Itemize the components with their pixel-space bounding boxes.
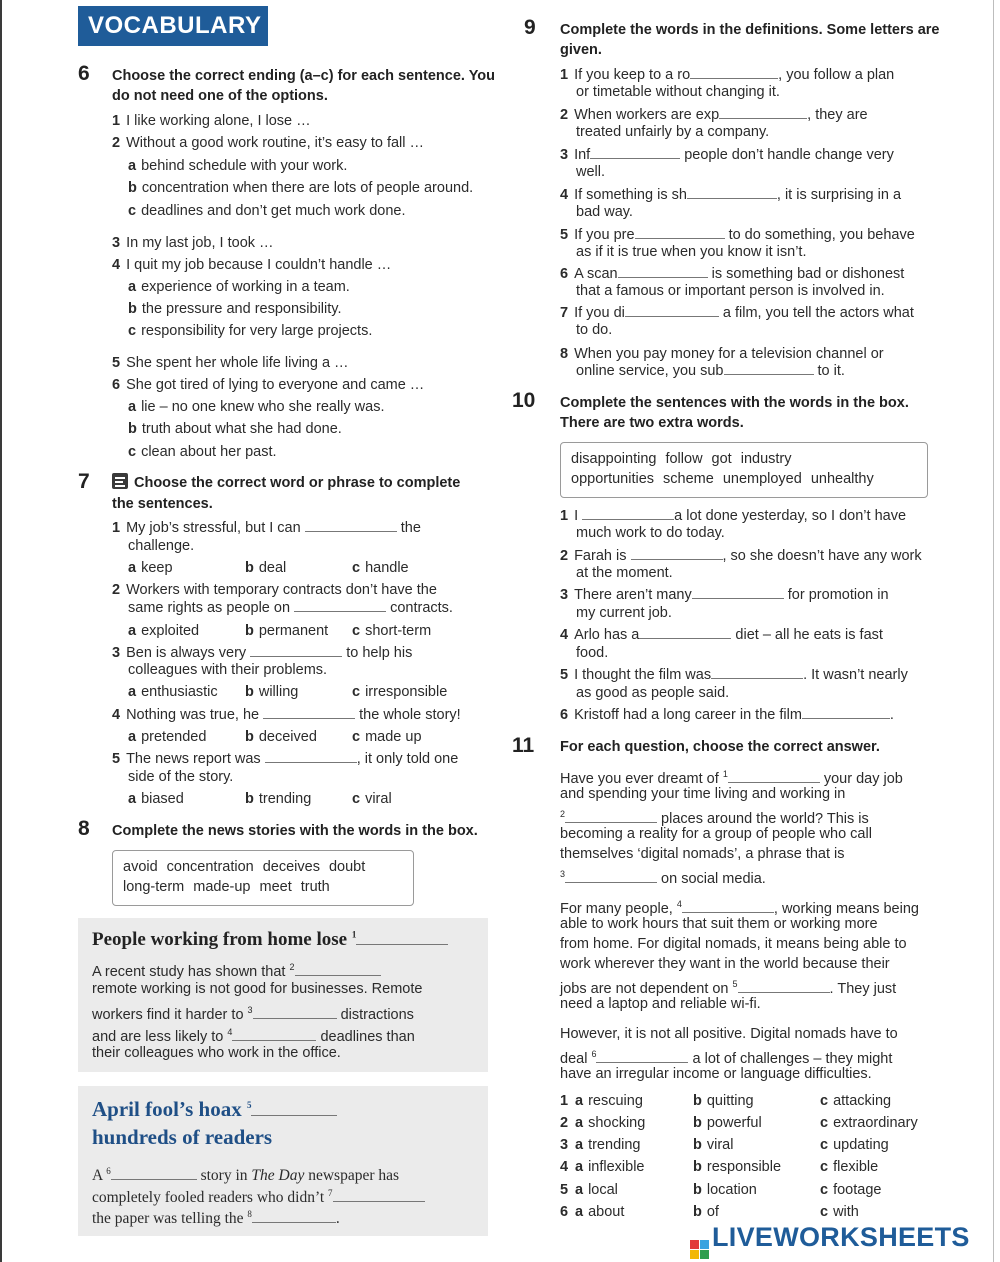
question-item: at the moment. [576, 565, 673, 581]
option-item[interactable]: b willing [245, 684, 299, 700]
option-item[interactable]: a inflexible [575, 1159, 645, 1175]
question-item: bad way. [576, 204, 633, 220]
question-item: side of the story. [128, 769, 234, 785]
story-line: workers find it harder to $^3$ distractions [92, 1005, 414, 1023]
story-line: A $^6$ story in The Day newspaper has [92, 1166, 400, 1185]
question-item: same rights as people on contracts. [128, 600, 453, 616]
answer-blank[interactable] [596, 1050, 688, 1063]
option-item[interactable]: a trending [575, 1137, 641, 1153]
passage-line: have an irregular income or language difficulties. [560, 1066, 872, 1082]
passage-line: themselves ‘digital nomads’, a phrase that is [560, 846, 845, 862]
option-item[interactable]: b concentration when there are lots of people around. [128, 180, 474, 196]
answer-blank[interactable] [618, 265, 708, 278]
option-item[interactable]: a exploited [128, 623, 200, 639]
question-item: 5 I thought the film was . It wasn’t nearly [560, 667, 908, 683]
question-item: 7 If you di a film, you tell the actors what [560, 305, 914, 321]
question-item: online service, you sub to it. [576, 363, 845, 379]
logo-square-blue [700, 1240, 709, 1249]
news-story-title: People working from home lose $^1$ [92, 929, 448, 951]
option-item[interactable]: c responsibility for very large projects. [128, 323, 373, 339]
passage-line: from home. For digital nomads, it means being able to [560, 936, 907, 952]
answer-blank[interactable] [692, 586, 784, 599]
question-item: 5 If you pre to do something, you behave [560, 227, 915, 243]
answer-blank[interactable] [305, 519, 397, 532]
answer-blank[interactable] [719, 106, 807, 119]
question-item: as if it is true when you know it isn’t. [576, 244, 807, 260]
liveworksheets-logo[interactable] [690, 1222, 970, 1259]
answer-blank[interactable] [631, 547, 723, 560]
question-item: 3 Ben is always very to help his [112, 645, 413, 661]
question-item: 1 I a lot done yesterday, so I don’t have [560, 508, 907, 524]
answer-row-number: 4 [560, 1159, 569, 1175]
answer-blank[interactable] [728, 770, 820, 783]
option-item[interactable]: b viral [693, 1137, 734, 1153]
option-item[interactable]: a pretended [128, 729, 207, 745]
question-item: colleagues with their problems. [128, 662, 328, 678]
option-item[interactable]: a shocking [575, 1115, 646, 1131]
question-item: 6 She got tired of lying to everyone and came … [112, 377, 425, 393]
question-item: 1 I like working alone, I lose … [112, 113, 311, 129]
word-box: disappointing follow got industry opportunities scheme unemployed unhealthy [560, 442, 928, 498]
answer-blank[interactable] [111, 1167, 197, 1180]
option-item[interactable]: a lie – no one knew who she really was. [128, 399, 385, 415]
question-item: 5 The news report was , it only told one [112, 751, 459, 767]
exercise-instruction: For each question, choose the correct answer. [560, 739, 880, 755]
answer-blank[interactable] [802, 706, 890, 719]
question-item: treated unfairly by a company. [576, 124, 770, 140]
option-item[interactable]: c handle [352, 560, 409, 576]
exercise-number: 10 [512, 389, 536, 412]
page-edge [0, 0, 2, 1262]
option-item[interactable]: b quitting [693, 1093, 754, 1109]
logo-mark-icon [690, 1240, 709, 1259]
logo-square-red [690, 1240, 699, 1249]
passage-line: need a laptop and reliable wi-fi. [560, 996, 761, 1012]
question-item: 2 Without a good work routine, it’s easy to fall … [112, 135, 425, 151]
question-item: 3 Inf people don’t handle change very [560, 147, 894, 163]
option-item[interactable]: b powerful [693, 1115, 762, 1131]
passage-line: For many people, $^4$ , working means being [560, 899, 919, 917]
question-item: 4 If something is sh , it is surprising in a [560, 187, 902, 203]
question-item: 2 Farah is , so she doesn’t have any work [560, 548, 922, 564]
option-item[interactable]: c viral [352, 791, 392, 807]
story-line: and are less likely to $^4$ deadlines than [92, 1027, 415, 1045]
answer-blank[interactable] [682, 900, 774, 913]
option-item[interactable]: b trending [245, 791, 312, 807]
answer-blank[interactable] [738, 980, 830, 993]
answer-blank[interactable] [295, 963, 381, 976]
answer-blank[interactable] [265, 750, 357, 763]
question-item: to do. [576, 322, 613, 338]
audio-script-icon [112, 473, 128, 489]
question-item: 2 When workers are exp , they are [560, 107, 868, 123]
option-item[interactable]: c short-term [352, 623, 432, 639]
answer-blank[interactable] [252, 1210, 336, 1223]
answer-blank[interactable] [724, 362, 814, 375]
passage-line: jobs are not dependent on $^5$ . They just [560, 979, 897, 997]
exercise-instruction: Complete the words in the definitions. Some letters are given. [560, 22, 940, 58]
question-item: 3 In my last job, I took … [112, 235, 274, 251]
question-item: 6 A scan is something bad or dishonest [560, 266, 905, 282]
question-item: 8 When you pay money for a television channel or [560, 346, 884, 362]
exercise-instruction: Choose the correct word or phrase to complete [112, 473, 460, 493]
option-item[interactable]: b permanent [245, 623, 329, 639]
passage-line: $^3$ on social media. [560, 869, 766, 887]
question-item: 3 There aren’t many for promotion in [560, 587, 889, 603]
passage-line: deal $^6$ a lot of challenges – they might [560, 1049, 893, 1067]
question-item: 4 Nothing was true, he the whole story! [112, 707, 461, 723]
option-item[interactable]: a behind schedule with your work. [128, 158, 348, 174]
story-line: remote working is not good for businesses. Remote [92, 981, 423, 997]
exercise-instruction: the sentences. [112, 496, 213, 512]
option-item[interactable]: c extraordinary [820, 1115, 918, 1131]
question-item: 2 Workers with temporary contracts don’t have the [112, 582, 437, 598]
exercise-instruction: Complete the sentences with the words in the box. There are two extra words. [560, 395, 909, 431]
story-line: their colleagues who work in the office. [92, 1045, 341, 1061]
answer-blank[interactable] [687, 186, 777, 199]
exercise-number: 8 [78, 817, 90, 840]
question-item: challenge. [128, 538, 195, 554]
answer-blank[interactable] [253, 1006, 337, 1019]
answer-blank[interactable] [625, 304, 719, 317]
option-item[interactable]: c deadlines and don’t get much work done. [128, 203, 406, 219]
word-box: avoid concentration deceives doubt long-term made-up meet truth [112, 850, 414, 906]
option-item[interactable]: a keep [128, 560, 173, 576]
option-item[interactable]: c irresponsible [352, 684, 448, 700]
question-item: that a famous or important person is involved in. [576, 283, 885, 299]
answer-blank[interactable] [333, 1189, 425, 1202]
section-title: VOCABULARY [78, 6, 268, 46]
option-item[interactable]: c updating [820, 1137, 889, 1153]
question-item: much work to do today. [576, 525, 725, 541]
passage-line: and spending your time living and working in [560, 786, 846, 802]
option-item[interactable]: c with [820, 1204, 859, 1220]
answer-blank[interactable] [250, 644, 342, 657]
question-item: 4 I quit my job because I couldn’t handle … [112, 257, 392, 273]
news-story-title: hundreds of readers [92, 1125, 273, 1149]
answer-blank[interactable] [565, 810, 657, 823]
option-item[interactable]: b of [693, 1204, 719, 1220]
option-item[interactable]: a experience of working in a team. [128, 279, 350, 295]
answer-row-number: 5 [560, 1182, 569, 1198]
answer-row-number: 3 [560, 1137, 569, 1153]
answer-row-number: 1 [560, 1093, 569, 1109]
answer-blank[interactable] [635, 226, 725, 239]
question-item: as good as people said. [576, 685, 730, 701]
question-item: well. [576, 164, 606, 180]
exercise-number: 9 [524, 16, 536, 39]
option-item[interactable]: c attacking [820, 1093, 892, 1109]
question-item: my current job. [576, 605, 672, 621]
logo-text: LIVEWORKSHEETS [712, 1222, 970, 1252]
question-item: or timetable without changing it. [576, 84, 780, 100]
option-item[interactable]: c clean about her past. [128, 444, 277, 460]
logo-square-green [700, 1250, 709, 1259]
question-item: 6 Kristoff had a long career in the film . [560, 707, 894, 723]
answer-blank[interactable] [582, 507, 674, 520]
option-item[interactable]: a about [575, 1204, 625, 1220]
option-item[interactable]: b responsible [693, 1159, 782, 1175]
page-edge [993, 0, 994, 1262]
option-item[interactable]: b truth about what she had done. [128, 421, 342, 437]
passage-line: However, it is not all positive. Digital nomads have to [560, 1026, 898, 1042]
question-item: 5 She spent her whole life living a … [112, 355, 349, 371]
passage-line: work wherever they want in the world because their [560, 956, 890, 972]
option-item[interactable]: a biased [128, 791, 184, 807]
option-item[interactable]: c flexible [820, 1159, 879, 1175]
question-item: 1 My job’s stressful, but I can the [112, 520, 421, 536]
option-item[interactable]: c footage [820, 1182, 882, 1198]
answer-row-number: 6 [560, 1204, 569, 1220]
exercise-number: 6 [78, 62, 90, 85]
option-item[interactable]: b deal [245, 560, 287, 576]
option-item[interactable]: a enthusiastic [128, 684, 218, 700]
question-item: food. [576, 645, 609, 661]
passage-line: Have you ever dreamt of $^1$ your day job [560, 769, 903, 787]
passage-line: able to work hours that suit them or working more [560, 916, 878, 932]
story-line: A recent study has shown that $^2$ [92, 958, 381, 981]
question-item: 4 Arlo has a diet – all he eats is fast [560, 627, 883, 643]
answer-blank[interactable] [263, 706, 355, 719]
option-item[interactable]: b deceived [245, 729, 317, 745]
option-item[interactable]: a rescuing [575, 1093, 643, 1109]
answer-blank[interactable] [232, 1028, 316, 1041]
option-item[interactable]: c made up [352, 729, 422, 745]
exercise-number: 7 [78, 470, 90, 493]
answer-blank[interactable] [356, 932, 448, 945]
passage-line: $^2$ places around the world? This is [560, 809, 869, 827]
answer-blank[interactable] [639, 626, 731, 639]
logo-square-yellow [690, 1250, 699, 1259]
answer-blank[interactable] [590, 146, 680, 159]
exercise-instruction: Choose the correct ending (a–c) for each sentence. You do not need one of the options. [112, 68, 496, 104]
story-line: completely fooled readers who didn’t $^7$ [92, 1184, 425, 1207]
answer-blank[interactable] [690, 66, 778, 79]
question-item: 1 If you keep to a ro , you follow a plan [560, 67, 895, 83]
answer-blank[interactable] [711, 666, 803, 679]
answer-blank[interactable] [565, 870, 657, 883]
option-item[interactable]: b location [693, 1182, 757, 1198]
exercise-number: 11 [512, 734, 535, 757]
exercise-instruction: Complete the news stories with the words in the box. [112, 823, 478, 839]
option-item[interactable]: a local [575, 1182, 618, 1198]
option-item[interactable]: b the pressure and responsibility. [128, 301, 342, 317]
passage-line: becoming a reality for a group of people who call [560, 826, 872, 842]
answer-blank[interactable] [251, 1103, 337, 1116]
story-line: the paper was telling the $^8$ . [92, 1209, 340, 1228]
answer-blank[interactable] [294, 599, 386, 612]
answer-row-number: 2 [560, 1115, 569, 1131]
news-story-title: April fool’s hoax $^5$ [92, 1097, 337, 1122]
